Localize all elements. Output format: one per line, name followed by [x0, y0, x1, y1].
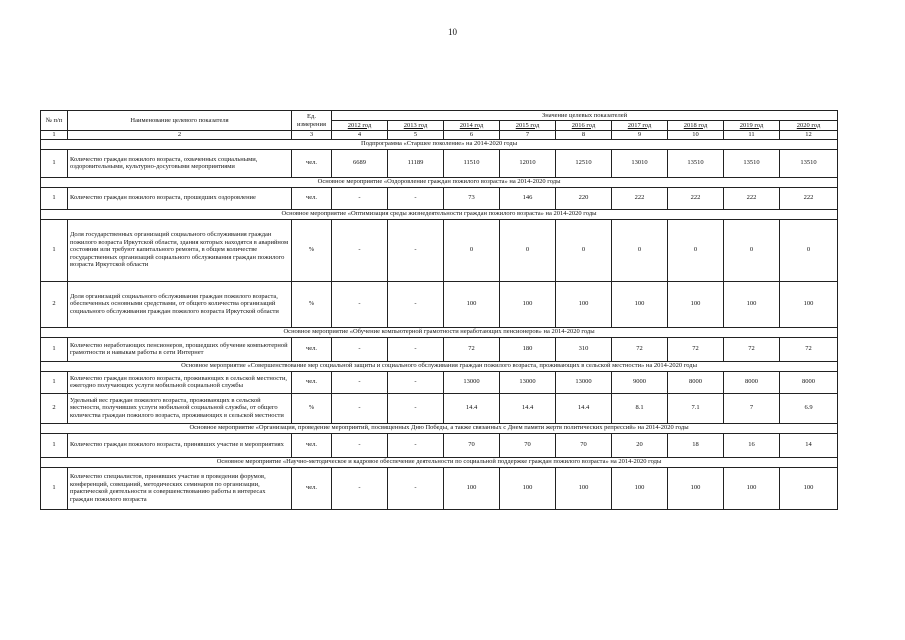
- column-number: 10: [668, 131, 724, 140]
- header-unit: Ед. измерения: [292, 111, 332, 131]
- indicator-name: Количество неработающих пенсионеров, прошедших обучение компьютерной грамотности и навыкам работы в сети Интернет: [68, 337, 292, 361]
- row-number: 1: [41, 149, 68, 177]
- value-cell: 70: [500, 433, 556, 457]
- value-cell: 11189: [388, 149, 444, 177]
- value-cell: 13510: [724, 149, 780, 177]
- value-cell: -: [388, 187, 444, 209]
- value-cell: 0: [780, 219, 838, 281]
- unit-cell: чел.: [292, 371, 332, 393]
- header-year: 2018 год: [668, 121, 724, 131]
- value-cell: 72: [612, 337, 668, 361]
- header-values-title: Значение целевых показателей: [332, 111, 838, 121]
- value-cell: 0: [724, 219, 780, 281]
- column-number: 9: [612, 131, 668, 140]
- unit-cell: чел.: [292, 433, 332, 457]
- table-row: [41, 433, 838, 457]
- value-cell: 100: [724, 467, 780, 509]
- value-cell: -: [332, 337, 388, 361]
- value-cell: -: [388, 281, 444, 327]
- value-cell: 11510: [444, 149, 500, 177]
- section-title: Основное мероприятие «Совершенствование мер социальной защиты и социального обслуживания граждан пожилого возраста, проживающих в сельской местности» на 2014-2020 годы: [41, 361, 838, 371]
- value-cell: 13000: [556, 371, 612, 393]
- section-title: Основное мероприятие «Научно-методическое и кадровое обеспечение деятельности по социальной поддержке граждан пожилого возраста» на 2014-2020 годы: [41, 457, 838, 467]
- indicator-name: Доля организаций социального обслуживания граждан пожилого возраста, обеспеченных основными средствами, от общего количества организаций социального обслуживания граждан пожилого возраста Иркутской области: [68, 281, 292, 327]
- header-year: 2012 год: [332, 121, 388, 131]
- header-year: 2020 год: [780, 121, 838, 131]
- value-cell: -: [388, 467, 444, 509]
- section-title: Основное мероприятие «Обучение компьютерной грамотности неработающих пенсионеров» на 2014-2020 годы: [41, 327, 838, 337]
- unit-cell: чел.: [292, 337, 332, 361]
- header-name: Наименование целевого показателя: [68, 111, 292, 131]
- value-cell: 14.4: [444, 393, 500, 423]
- section-header-row: [41, 327, 838, 337]
- column-number: 11: [724, 131, 780, 140]
- section-title: Основное мероприятие «Оптимизация среды жизнедеятельности граждан пожилого возраста» на 2014-2020 годы: [41, 209, 838, 219]
- unit-cell: чел.: [292, 187, 332, 209]
- value-cell: 0: [500, 219, 556, 281]
- value-cell: -: [388, 393, 444, 423]
- section-header-row: [41, 177, 838, 187]
- indicator-name: Количество граждан пожилого возраста, охваченных социальными, оздоровительными, культурно-досуговыми мероприятиями: [68, 149, 292, 177]
- value-cell: 220: [556, 187, 612, 209]
- value-cell: 14: [780, 433, 838, 457]
- column-number: 7: [500, 131, 556, 140]
- header-year: 2013 год: [388, 121, 444, 131]
- value-cell: 222: [724, 187, 780, 209]
- value-cell: 13510: [780, 149, 838, 177]
- value-cell: 7.1: [668, 393, 724, 423]
- section-title: Основное мероприятие «Организация, проведение мероприятий, посвященных Дню Победы, а также связанных с Днем памяти жертв политических репрессий» на 2014-2020 годы: [41, 423, 838, 433]
- indicator-name: Количество специалистов, принявших участие в проведении форумов, конференций, совещаний, методических семинаров по организации, практической деятельности и совершенствованию работы в интересах граждан пожилого возраста: [68, 467, 292, 509]
- header-year: 2019 год: [724, 121, 780, 131]
- value-cell: 20: [612, 433, 668, 457]
- value-cell: 0: [668, 219, 724, 281]
- value-cell: 6.9: [780, 393, 838, 423]
- value-cell: -: [332, 281, 388, 327]
- value-cell: 100: [612, 467, 668, 509]
- value-cell: 12010: [500, 149, 556, 177]
- section-header-row: [41, 209, 838, 219]
- value-cell: 13000: [444, 371, 500, 393]
- value-cell: -: [332, 433, 388, 457]
- section-title: Основное мероприятие «Оздоровление граждан пожилого возраста» на 2014-2020 годы: [41, 177, 838, 187]
- value-cell: 100: [444, 467, 500, 509]
- value-cell: 70: [444, 433, 500, 457]
- column-number: 2: [68, 131, 292, 140]
- row-number: 1: [41, 433, 68, 457]
- value-cell: 8000: [724, 371, 780, 393]
- page-number: 10: [448, 27, 457, 37]
- column-number: 1: [41, 131, 68, 140]
- value-cell: -: [332, 219, 388, 281]
- value-cell: 100: [668, 467, 724, 509]
- value-cell: 6689: [332, 149, 388, 177]
- value-cell: 310: [556, 337, 612, 361]
- value-cell: 100: [780, 467, 838, 509]
- row-number: 1: [41, 219, 68, 281]
- value-cell: 100: [556, 281, 612, 327]
- unit-cell: чел.: [292, 149, 332, 177]
- table-row: [41, 149, 838, 177]
- value-cell: 72: [780, 337, 838, 361]
- value-cell: 72: [444, 337, 500, 361]
- header-year: 2017 год: [612, 121, 668, 131]
- indicator-name: Количество граждан пожилого возраста, проживающих в сельской местности, ежегодно получающих услуги мобильной социальной службы: [68, 371, 292, 393]
- value-cell: 100: [780, 281, 838, 327]
- value-cell: 222: [612, 187, 668, 209]
- value-cell: 100: [444, 281, 500, 327]
- value-cell: -: [388, 337, 444, 361]
- table-row: [41, 393, 838, 423]
- section-header-row: [41, 361, 838, 371]
- section-header-row: [41, 457, 838, 467]
- value-cell: 222: [668, 187, 724, 209]
- value-cell: 73: [444, 187, 500, 209]
- value-cell: -: [388, 433, 444, 457]
- value-cell: 72: [724, 337, 780, 361]
- indicator-name: Количество граждан пожилого возраста, прошедших оздоровление: [68, 187, 292, 209]
- value-cell: 222: [780, 187, 838, 209]
- value-cell: 18: [668, 433, 724, 457]
- value-cell: 7: [724, 393, 780, 423]
- header-year: 2015 год: [500, 121, 556, 131]
- unit-cell: чел.: [292, 467, 332, 509]
- value-cell: -: [332, 371, 388, 393]
- row-number: 1: [41, 187, 68, 209]
- table-row: [41, 281, 838, 327]
- row-number: 2: [41, 393, 68, 423]
- unit-cell: %: [292, 281, 332, 327]
- section-header-row: [41, 423, 838, 433]
- value-cell: 100: [668, 281, 724, 327]
- value-cell: 12510: [556, 149, 612, 177]
- value-cell: 0: [556, 219, 612, 281]
- value-cell: 100: [500, 281, 556, 327]
- column-number: 6: [444, 131, 500, 140]
- header-year: 2016 год: [556, 121, 612, 131]
- value-cell: 70: [556, 433, 612, 457]
- indicator-name: Доля государственных организаций социального обслуживания граждан пожилого возраста Иркутской области, здания которых находятся в аварийном состоянии или требуют капитального ремонта, в общем количестве государственных организаций социального обслуживания граждан пожилого возраста Иркутской области: [68, 219, 292, 281]
- section-header-row: [41, 139, 838, 149]
- table-row: [41, 187, 838, 209]
- table-row: [41, 467, 838, 509]
- value-cell: 180: [500, 337, 556, 361]
- column-number: 8: [556, 131, 612, 140]
- value-cell: 146: [500, 187, 556, 209]
- column-number: 3: [292, 131, 332, 140]
- value-cell: 8000: [780, 371, 838, 393]
- unit-cell: %: [292, 219, 332, 281]
- value-cell: -: [388, 371, 444, 393]
- table-row: [41, 337, 838, 361]
- value-cell: -: [388, 219, 444, 281]
- value-cell: 100: [500, 467, 556, 509]
- row-number: 2: [41, 281, 68, 327]
- indicators-table: [40, 110, 838, 510]
- table-row: [41, 219, 838, 281]
- unit-cell: %: [292, 393, 332, 423]
- value-cell: -: [332, 393, 388, 423]
- column-number: 12: [780, 131, 838, 140]
- value-cell: 8000: [668, 371, 724, 393]
- value-cell: 14.4: [500, 393, 556, 423]
- value-cell: 14.4: [556, 393, 612, 423]
- value-cell: -: [332, 187, 388, 209]
- value-cell: 72: [668, 337, 724, 361]
- column-number: 5: [388, 131, 444, 140]
- value-cell: 13000: [500, 371, 556, 393]
- value-cell: 9000: [612, 371, 668, 393]
- row-number: 1: [41, 371, 68, 393]
- indicator-name: Количество граждан пожилого возраста, принявших участие в мероприятиях: [68, 433, 292, 457]
- table-row: [41, 371, 838, 393]
- header-num: № п/п: [41, 111, 68, 131]
- row-number: 1: [41, 467, 68, 509]
- row-number: 1: [41, 337, 68, 361]
- section-title: Подпрограмма «Старшее поколение» на 2014-2020 годы: [41, 139, 838, 149]
- value-cell: 8.1: [612, 393, 668, 423]
- value-cell: -: [332, 467, 388, 509]
- column-number: 4: [332, 131, 388, 140]
- value-cell: 0: [612, 219, 668, 281]
- value-cell: 100: [724, 281, 780, 327]
- value-cell: 100: [612, 281, 668, 327]
- header-year: 2014 год: [444, 121, 500, 131]
- value-cell: 13010: [612, 149, 668, 177]
- value-cell: 13510: [668, 149, 724, 177]
- value-cell: 0: [444, 219, 500, 281]
- indicator-name: Удельный вес граждан пожилого возраста, проживающих в сельской местности, получивших услуги мобильной социальной службы, от общего количества граждан пожилого возраста, проживающих в сельской местности: [68, 393, 292, 423]
- value-cell: 100: [556, 467, 612, 509]
- value-cell: 16: [724, 433, 780, 457]
